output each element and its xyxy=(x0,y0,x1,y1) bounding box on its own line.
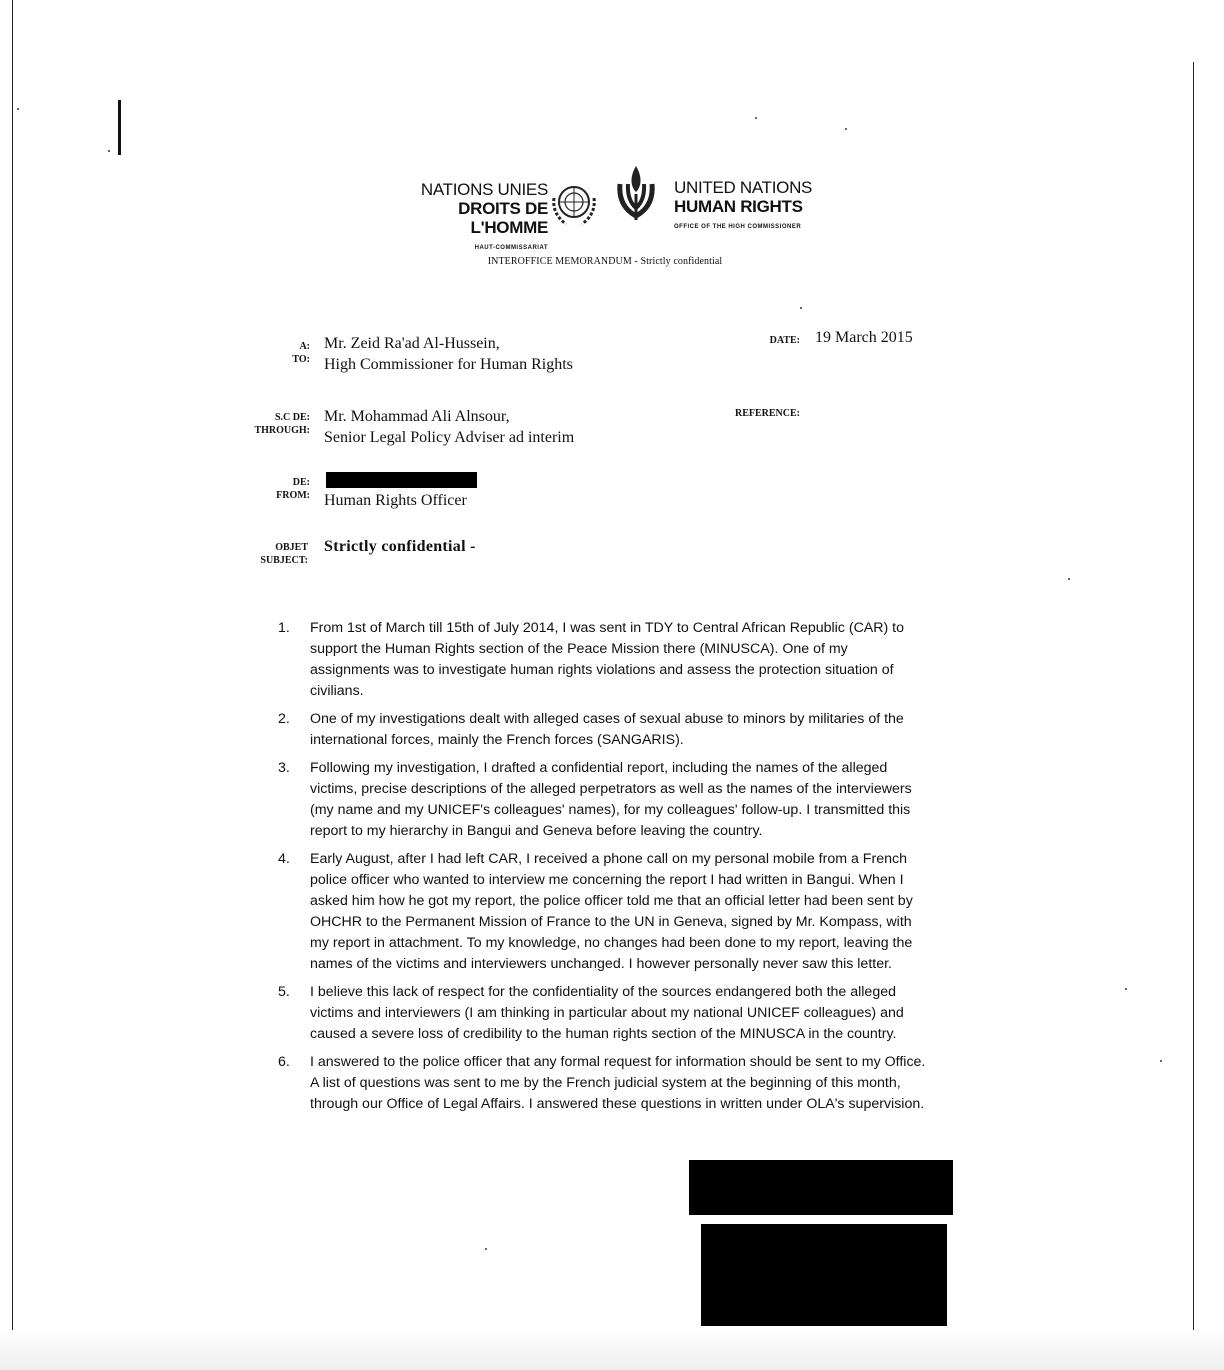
through-value xyxy=(324,406,574,448)
scan-mark xyxy=(118,100,121,155)
subject-label xyxy=(248,541,308,567)
paragraph xyxy=(278,758,928,842)
page-edge-left xyxy=(12,0,13,1370)
letterhead-english xyxy=(674,178,812,237)
through-label-en: THROUGH: xyxy=(254,425,310,436)
scan-speck xyxy=(755,117,757,119)
human-rights-emblem-icon xyxy=(608,162,664,233)
paragraph-text: Following my investigation, I drafted a confidential report, including the names of the alleged victims, precise descriptions of the alleged perpetrators as well as the names of the interviewers (my name and my UNICEF's colleagues' names), for my colleagues' follow-up. I transmitted this report to my hierarchy in Bangui and Geneva before leaving the country. xyxy=(310,760,912,839)
from-label-fr: DE: xyxy=(292,477,310,488)
subject-value: Strictly confidential - xyxy=(324,538,476,555)
through-label xyxy=(240,411,310,437)
through-title: Senior Legal Policy Adviser ad interim xyxy=(324,429,575,446)
paragraph-text: From 1st of March till 15th of July 2014, I was sent in TDY to Central African Republic (CAR) to support the Human Rights section of the Peace Mission there (MINUSCA). One of my assignments was to investigate human rights violations and assess the protection situation of civilians. xyxy=(310,620,905,699)
to-label-fr: A: xyxy=(299,341,310,352)
memo-body xyxy=(278,618,928,1122)
letterhead-en-line1: UNITED NATIONS xyxy=(674,178,813,197)
paragraph-number: 1. xyxy=(278,620,290,636)
un-emblem-icon xyxy=(548,178,600,235)
paragraph-number: 5. xyxy=(278,984,290,1000)
from-label-en: FROM: xyxy=(276,490,310,501)
scan-speck xyxy=(800,307,802,309)
reference-label: REFERENCE: xyxy=(734,408,800,419)
to-name: Mr. Zeid Ra'ad Al-Hussein, xyxy=(324,335,500,352)
paragraph-number: 6. xyxy=(278,1054,290,1070)
scan-speck xyxy=(1160,1060,1162,1062)
through-name: Mr. Mohammad Ali Alnsour, xyxy=(324,408,510,425)
scan-speck xyxy=(1125,988,1127,990)
paragraph xyxy=(278,1052,928,1115)
from-title: Human Rights Officer xyxy=(324,492,467,509)
paragraph-number: 3. xyxy=(278,760,290,776)
redacted-signature-block xyxy=(689,1160,953,1215)
date-value: 19 March 2015 xyxy=(815,329,913,346)
to-label xyxy=(262,340,310,366)
paragraph-text: Early August, after I had left CAR, I received a phone call on my personal mobile from a French police officer who wanted to interview me concerning the report I had written in Bangui. When I asked him how he got my report, the police officer told me that an official letter had been sent by OHCHR to the Permanent Mission of France to the UN in Geneva, signed by Mr. Kompass, with my report in attachment. To my knowledge, no changes had been done to my report, leaving the names of the victims and interviewers unchanged. I however personally never saw this letter. xyxy=(310,851,913,972)
scan-speck xyxy=(1068,578,1070,580)
letterhead-french xyxy=(380,180,548,258)
from-label xyxy=(262,476,310,502)
redacted-sender-name xyxy=(326,472,477,488)
letterhead-fr-line1: NATIONS UNIES xyxy=(420,180,548,199)
date-label: DATE: xyxy=(769,335,800,346)
subject-label-en: SUBJECT: xyxy=(260,555,308,566)
letterhead-en-sub: OFFICE OF THE HIGH COMMISSIONER xyxy=(674,224,802,230)
scan-bottom-shade xyxy=(0,1330,1224,1370)
paragraph xyxy=(278,982,928,1045)
letterhead xyxy=(380,160,820,251)
paragraph xyxy=(278,618,928,702)
subject-label-fr: OBJET xyxy=(275,542,308,553)
to-label-en: TO: xyxy=(292,354,310,365)
paragraph-number: 4. xyxy=(278,851,290,867)
paragraph-text: I believe this lack of respect for the confidentiality of the sources endangered both the alleged victims and interviewers (I am thinking in particular about my national UNICEF colleagues) and caused a severe loss of credibility to the human rights section of the MINUSCA in the country. xyxy=(310,984,904,1042)
scan-speck xyxy=(108,150,110,152)
through-label-fr: S.C DE: xyxy=(274,412,310,423)
to-title: High Commissioner for Human Rights xyxy=(324,356,573,373)
paragraph-number: 2. xyxy=(278,711,290,727)
paragraph xyxy=(278,709,928,751)
letterhead-fr-line2: DROITS DE L'HOMME xyxy=(458,199,548,237)
letterhead-en-line2: HUMAN RIGHTS xyxy=(674,197,803,216)
paragraph xyxy=(278,849,928,975)
paragraph-text: One of my investigations dealt with alleged cases of sexual abuse to minors by militaries of the international forces, mainly the French forces (SANGARIS). xyxy=(310,711,904,748)
redacted-signature xyxy=(701,1224,947,1326)
letterhead-fr-sub: HAUT-COMMISSARIAT xyxy=(474,245,548,251)
to-value xyxy=(324,333,573,375)
scan-speck xyxy=(845,128,847,130)
memo-title: INTEROFFICE MEMORANDUM - Strictly confidential xyxy=(487,256,723,267)
paragraph-text: I answered to the police officer that any formal request for information should be sent to my Office. A list of questions was sent to me by the French judicial system at the beginning of this month, through our Office of Legal Affairs. I answered these questions in written under OLA's supervision. xyxy=(310,1054,926,1112)
scan-speck xyxy=(485,1248,487,1250)
scan-speck xyxy=(17,108,19,110)
